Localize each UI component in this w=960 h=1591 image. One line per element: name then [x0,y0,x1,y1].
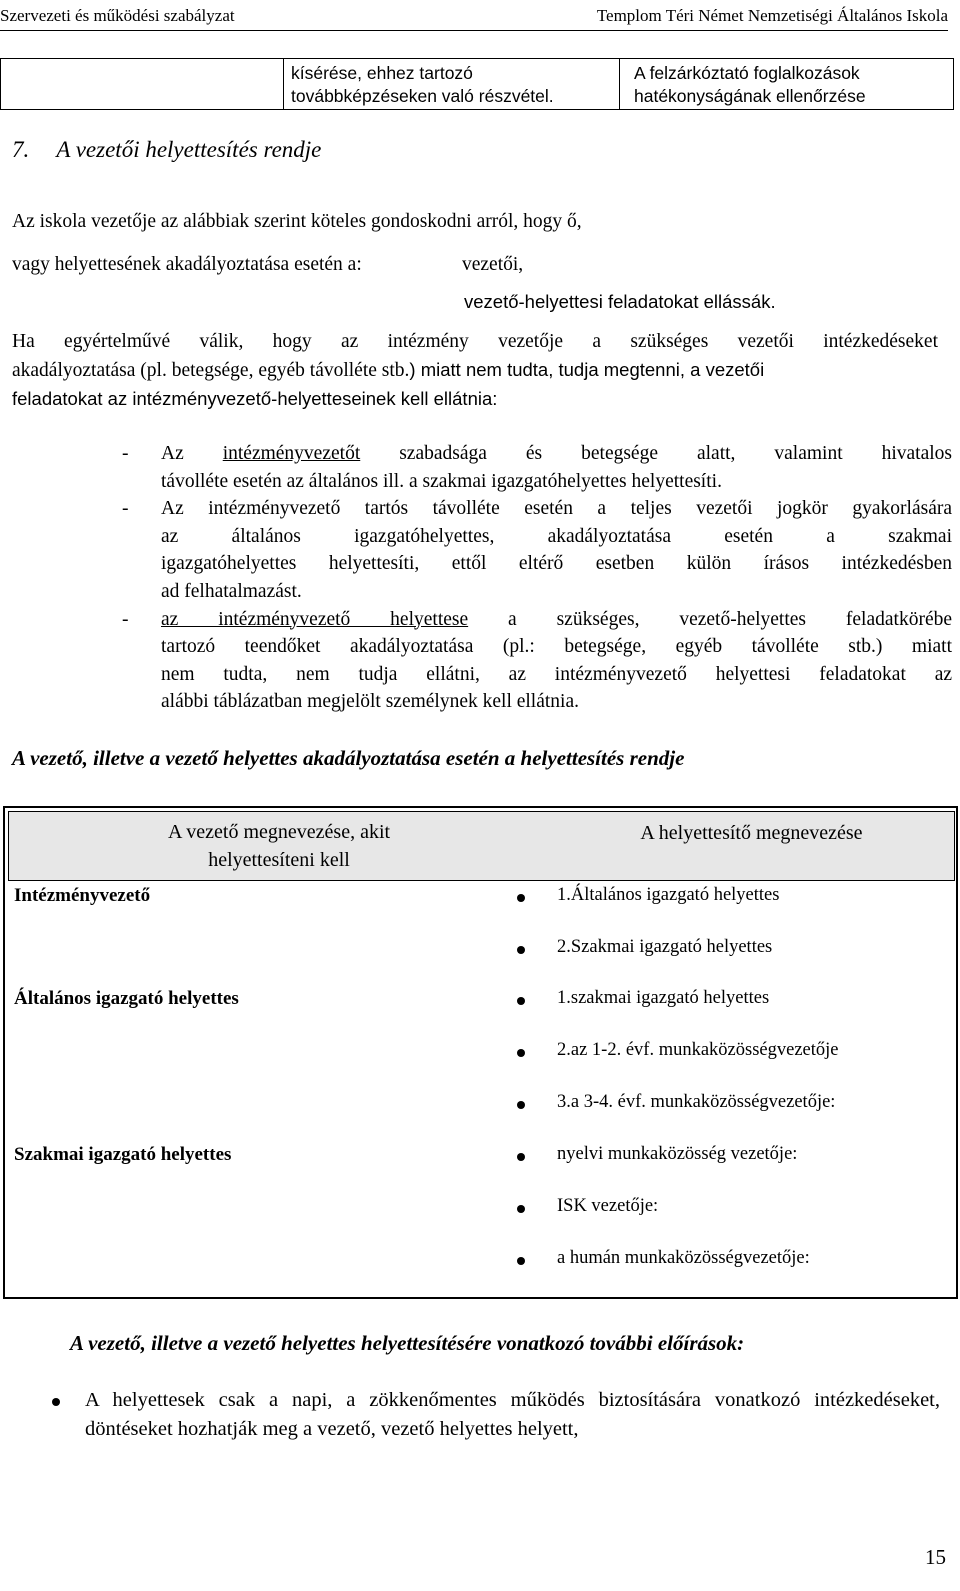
rule-line: tartozó teendőket akadályoztatása (pl.: betegsége, egyéb távolléte stb.) miatt [161,636,952,658]
rule-line: az általános igazgatóhelyettes, akadályoztatása esetén a szakmai [161,525,952,547]
replaced-leader-label: Szakmai igazgató helyettes [14,1144,232,1165]
bullet-icon [517,997,525,1005]
table-title: A vezető, illetve a vezető helyettes akadályoztatása esetén a helyettesítés rendje [12,746,685,770]
section-heading [12,137,321,163]
rule-item [12,440,952,495]
rule-line: nem tudta, nem tudja ellátni, az intézményvezető helyettesi feladatokat az [161,663,952,685]
continued-table-cell-3 [620,59,953,109]
bullet-icon [517,1153,525,1161]
table-header-right: A helyettesítő megnevezése [640,822,863,844]
rule-line: az intézményvezető helyettese a szükséges, vezető-helyettes feladatkörébe [161,608,953,630]
intro-line-2a: vagy helyettesének akadályoztatása esetén a: [12,254,362,275]
intro-line-2b: vezetői, [462,254,524,275]
cell-3-line-1: A felzárkóztató foglalkozások [634,63,860,83]
rule-line: igazgatóhelyettes helyettesíti, ettől eltérő esetben külön írásos intézkedésben [161,553,952,575]
paragraph-line-2: akadályoztatása (pl. betegsége, egyéb távolléte stb.) miatt nem tudta, tudja megtenni, a vezetői [12,359,765,381]
cell-2-line-2: továbbképzéseken való részvétel. [291,86,554,106]
paragraph-line-3: feladatokat az intézményvezető-helyetteseinek kell ellátnia: [12,388,498,409]
rule-line: Az intézményvezetőt szabadsága és betegsége alatt, valamint hivatalos [161,443,952,464]
table-header-left: A vezető megnevezése, akit helyettesíteni kell [167,821,391,871]
page-number: 15 [925,1545,946,1569]
header-document-title: Szervezeti és működési szabályzat [0,6,235,25]
further-rules-title: A vezető, illetve a vezető helyettes helyettesítésére vonatkozó további előírások: [70,1331,745,1355]
rule-line: alábbi táblázatban megjelölt személynek kell ellátnia. [161,691,579,713]
rule-line: ad felhatalmazást. [161,580,302,602]
continued-table-cell-1 [1,59,284,109]
dash-marker: - [122,443,129,464]
bullet-icon [517,1049,525,1057]
header-school-name: Templom Téri Német Nemzetiségi Általános Iskola [596,6,948,25]
bullet-icon [517,946,525,954]
rule-line: távolléte esetén az általános ill. a szakmai igazgatóhelyettes helyettesíti. [161,470,722,492]
continued-table [0,58,954,110]
substitution-table: A vezető megnevezése, akit helyettesíteni kell A helyettesítő megnevezése Intézményvezető 1.Általános igazgató helyettes 2.Szakmai igazgató helyettes Általános igazgató helyettes 1.szakmai igazgató helyettes 2.az 1-2. évf. munkaközösségvezetője 3.a 3-4. évf. munkaközösségvezetője: Szakmai igazgató helyettes nyelvi munkaközösség vezetője: ISK vezetője: a humán munkaközösségvezetője: [3,806,958,1299]
replaced-leader-label: Intézményvezető [14,885,151,906]
rule-line: Az intézményvezető tartós távolléte esetén a teljes vezetői jogkör gyakorlására [161,498,952,520]
bullet-icon [517,1257,525,1265]
table-header [8,811,955,881]
intro-line-3: vezető-helyettesi feladatokat ellássák. [464,291,776,312]
page-header [0,4,948,31]
bullet-icon [52,1398,60,1406]
cell-3-line-2: hatékonyságának ellenőrzése [634,86,866,106]
rule-item [12,495,952,605]
continued-table-cell-2 [284,59,620,109]
paragraph-line-1: Ha egyértelművé válik, hogy az intézmény vezetője a szükséges vezetői intézkedéseket [12,331,938,352]
section-number: 7. [12,137,30,162]
section-title: A vezetői helyettesítés rendje [56,137,322,162]
bullet-icon [517,1101,525,1109]
intro-line-1: Az iskola vezetője az alábbiak szerint köteles gondoskodni arról, hogy ő, [12,211,582,232]
substitution-rules-list [12,440,952,716]
dash-marker: - [122,498,129,520]
dash-marker: - [122,608,129,630]
replaced-leader-label: Általános igazgató helyettes [14,988,239,1009]
cell-2-line-1: kísérése, ehhez tartozó [291,63,473,83]
bullet-icon [517,1205,525,1213]
bullet-icon [517,894,525,902]
rule-item [12,606,952,716]
